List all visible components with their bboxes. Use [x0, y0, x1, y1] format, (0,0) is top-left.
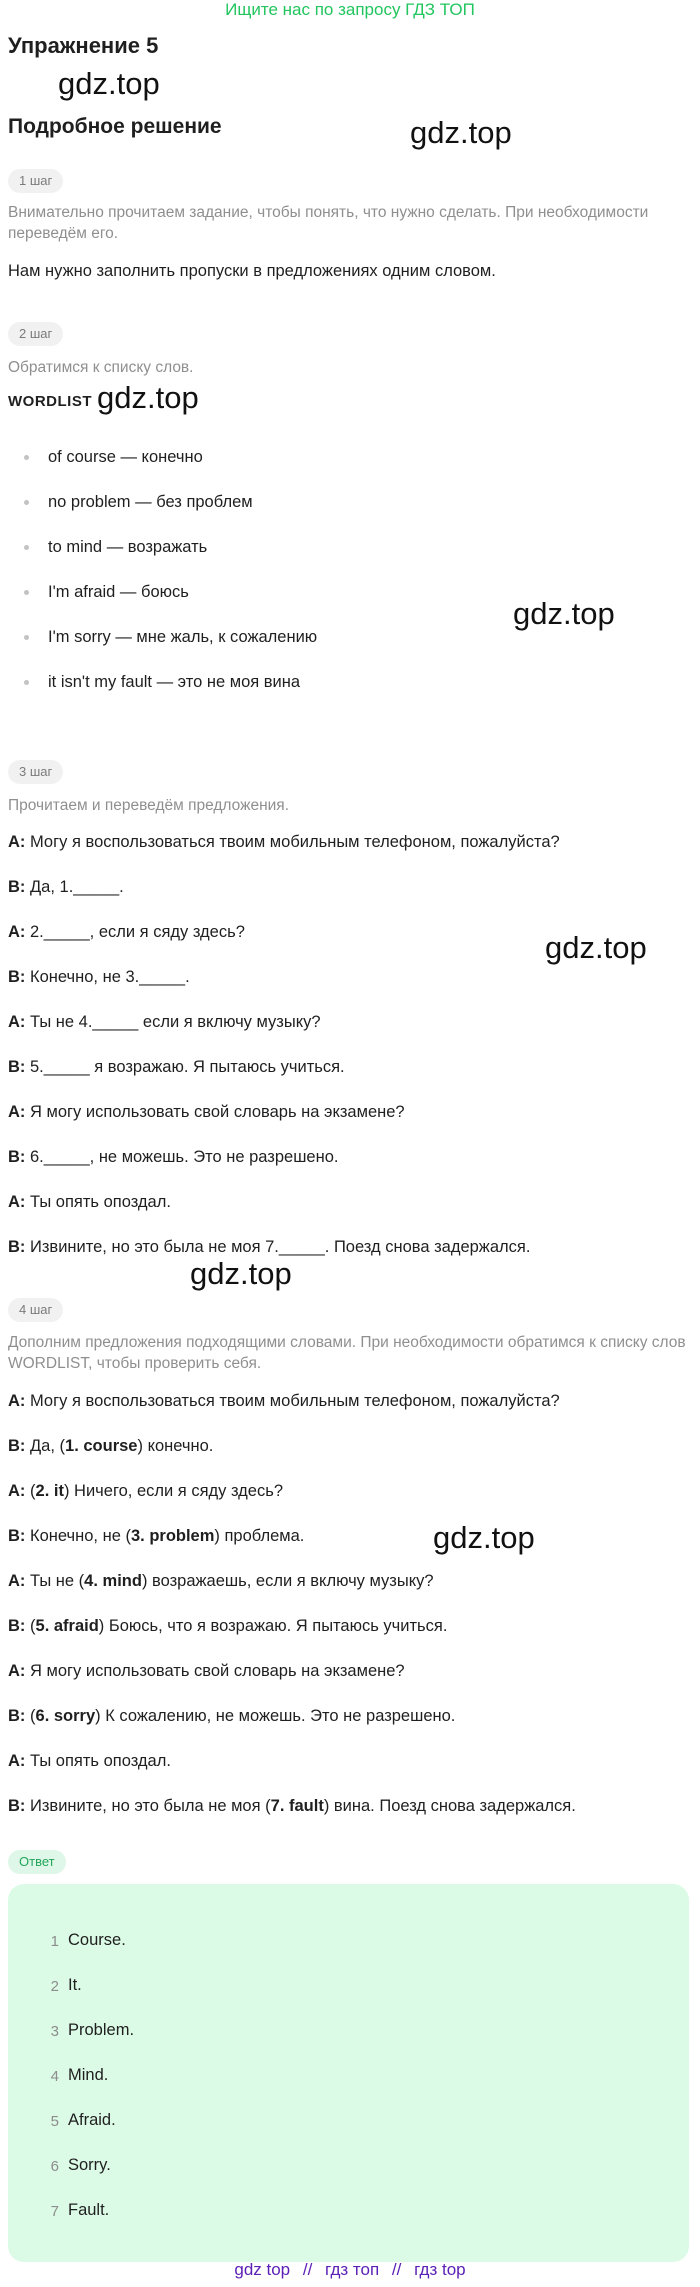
watermark: gdz.top: [433, 1520, 535, 1555]
bullet-icon: [24, 635, 29, 640]
bullet-icon: [24, 545, 29, 550]
answer-word: 2. it: [35, 1482, 64, 1500]
line-text: Извините, но это была не моя 7._____. Поезд снова задержался.: [25, 1238, 531, 1256]
dialogue-line: [8, 831, 688, 853]
speaker: A:: [8, 1662, 26, 1680]
line-text: Могу я воспользоваться твоим мобильным телефоном, пожалуйста?: [25, 1392, 560, 1410]
speaker: A:: [8, 1013, 26, 1031]
top-banner: Ищите нас по запросу ГДЗ ТОП: [225, 0, 475, 19]
speaker: B:: [8, 1148, 26, 1166]
step-badge: 4 шаг: [8, 1298, 63, 1322]
step-hint: Дополним предложения подходящими словами. При необходимости обратимся к списку слов WORDLIST, чтобы проверить себя.: [8, 1334, 686, 1372]
speaker: A:: [8, 833, 26, 851]
answer-word: 3. problem: [130, 1527, 215, 1545]
answer-number: 3: [50, 2023, 59, 2040]
answer-text: Course.: [68, 1931, 126, 1949]
answer-number: 6: [50, 2158, 59, 2175]
speaker: A:: [8, 1392, 26, 1410]
line-text: 6._____, не можешь. Это не разрешено.: [25, 1148, 339, 1166]
step-text: Нам нужно заполнить пропуски в предложениях одним словом.: [8, 262, 496, 280]
page-title: Упражнение 5: [8, 33, 159, 58]
answer-number: 2: [50, 1978, 59, 1995]
dialogue-line: [8, 876, 688, 898]
step-hint: Внимательно прочитаем задание, чтобы понять, что нужно сделать. При необходимости переведём его.: [8, 204, 649, 242]
dialogue-line: [8, 1435, 688, 1457]
dialogue-line: [8, 1525, 688, 1547]
answer-text: Mind.: [68, 2066, 109, 2084]
dialogue-line: [8, 1056, 688, 1078]
speaker: B:: [8, 1707, 26, 1725]
speaker: B:: [8, 968, 26, 986]
section-title: Подробное решение: [8, 115, 222, 138]
speaker: A:: [8, 1103, 26, 1121]
dialogue-line: [8, 1570, 688, 1592]
answer-text: Sorry.: [68, 2156, 111, 2174]
line-text: Да, (: [25, 1437, 66, 1455]
dialogue-line: [8, 1011, 688, 1033]
line-text: Ты опять опоздал.: [25, 1752, 171, 1770]
answer-number: 1: [50, 1933, 59, 1950]
speaker: B:: [8, 1238, 26, 1256]
answer-number: 7: [50, 2203, 59, 2220]
step-badge: 2 шаг: [8, 322, 63, 346]
line-text: ) К сожалению, не можешь. Это не разрешено.: [95, 1707, 456, 1725]
line-text: Извините, но это была не моя (: [25, 1797, 271, 1815]
line-text: Я могу использовать свой словарь на экзамене?: [25, 1103, 405, 1121]
watermark: gdz.top: [410, 115, 512, 150]
line-text: Ты опять опоздал.: [25, 1193, 171, 1211]
line-text: ) возражаешь, если я включу музыку?: [141, 1572, 434, 1590]
answer-word: 6. sorry: [35, 1707, 96, 1725]
footer-link[interactable]: gdz top: [234, 2260, 291, 2279]
line-text: Конечно, не (: [25, 1527, 131, 1545]
speaker: B:: [8, 1058, 26, 1076]
speaker: A:: [8, 1572, 26, 1590]
watermark: gdz.top: [58, 66, 160, 101]
speaker: A:: [8, 1482, 26, 1500]
dialogue-line: [8, 1705, 688, 1727]
dialogue-line: [8, 1480, 688, 1502]
line-text: ) вина. Поезд снова задержался.: [323, 1797, 576, 1815]
dialogue-line: [8, 1390, 688, 1412]
answer-text: Problem.: [68, 2021, 135, 2039]
wordlist-item: it isn't my fault — это не моя вина: [48, 673, 301, 691]
line-text: ) Боюсь, что я возражаю. Я пытаюсь учиться.: [98, 1617, 448, 1635]
wordlist-item: I'm sorry — мне жаль, к сожалению: [48, 628, 318, 646]
line-text: ) Ничего, если я сяду здесь?: [63, 1482, 283, 1500]
watermark: gdz.top: [545, 930, 647, 965]
watermark: gdz.top: [97, 380, 199, 415]
dialogue-line: [8, 1236, 688, 1258]
speaker: B:: [8, 1617, 26, 1635]
footer-links: [0, 2260, 700, 2280]
wordlist-item: of course — конечно: [48, 448, 203, 466]
speaker: B:: [8, 1797, 26, 1815]
speaker: A:: [8, 1193, 26, 1211]
dialogue-line: [8, 1660, 688, 1682]
answer-number: 4: [50, 2068, 59, 2085]
line-text: (: [25, 1482, 36, 1500]
answer-badge: Ответ: [8, 1850, 66, 1874]
line-text: ) конечно.: [137, 1437, 214, 1455]
dialogue-line: [8, 1615, 688, 1637]
speaker: B:: [8, 878, 26, 896]
footer-link[interactable]: гдз топ: [325, 2260, 380, 2279]
bullet-icon: [24, 680, 29, 685]
answer-word: 4. mind: [84, 1572, 142, 1590]
line-text: Ты не 4._____ если я включу музыку?: [25, 1013, 321, 1031]
bullet-icon: [24, 500, 29, 505]
line-text: Конечно, не 3._____.: [25, 968, 190, 986]
wordlist-item: no problem — без проблем: [48, 493, 253, 511]
watermark: gdz.top: [513, 596, 615, 631]
step-hint: Прочитаем и переведём предложения.: [8, 797, 289, 814]
answer-word: 1. course: [65, 1437, 138, 1455]
answer-word: 7. fault: [270, 1797, 324, 1815]
dialogue-line: [8, 1795, 688, 1817]
watermark: gdz.top: [190, 1256, 292, 1291]
step-badge: 1 шаг: [8, 169, 63, 193]
dialogue-line: [8, 1101, 688, 1123]
bullet-icon: [24, 590, 29, 595]
answer-text: It.: [68, 1976, 82, 1994]
line-text: 2._____, если я сяду здесь?: [25, 923, 245, 941]
wordlist-item: I'm afraid — боюсь: [48, 583, 189, 601]
line-text: Да, 1._____.: [25, 878, 124, 896]
line-text: Я могу использовать свой словарь на экзамене?: [25, 1662, 405, 1680]
line-text: (: [25, 1707, 36, 1725]
footer-link[interactable]: гдз top: [414, 2260, 466, 2279]
wordlist-item: to mind — возражать: [48, 538, 208, 556]
dialogue-line: [8, 1191, 688, 1213]
speaker: B:: [8, 1437, 26, 1455]
footer-separator: //: [391, 2260, 402, 2279]
answer-text: Fault.: [68, 2201, 110, 2219]
answer-word: 5. afraid: [35, 1617, 99, 1635]
bullet-icon: [24, 455, 29, 460]
dialogue-line: [8, 1146, 688, 1168]
answer-number: 5: [50, 2113, 59, 2130]
dialogue-line: [8, 921, 688, 943]
wordlist-label: WORDLIST: [8, 393, 92, 410]
line-text: Могу я воспользоваться твоим мобильным телефоном, пожалуйста?: [25, 833, 560, 851]
line-text: 5._____ я возражаю. Я пытаюсь учиться.: [25, 1058, 345, 1076]
step-hint: Обратимся к списку слов.: [8, 359, 194, 376]
dialogue-line: [8, 966, 688, 988]
speaker: A:: [8, 1752, 26, 1770]
line-text: Ты не (: [25, 1572, 85, 1590]
line-text: ) проблема.: [214, 1527, 305, 1545]
answer-text: Afraid.: [68, 2111, 116, 2129]
speaker: B:: [8, 1527, 26, 1545]
line-text: (: [25, 1617, 36, 1635]
speaker: A:: [8, 923, 26, 941]
dialogue-line: [8, 1750, 688, 1772]
footer-separator: //: [302, 2260, 313, 2279]
step-badge: 3 шаг: [8, 760, 63, 784]
